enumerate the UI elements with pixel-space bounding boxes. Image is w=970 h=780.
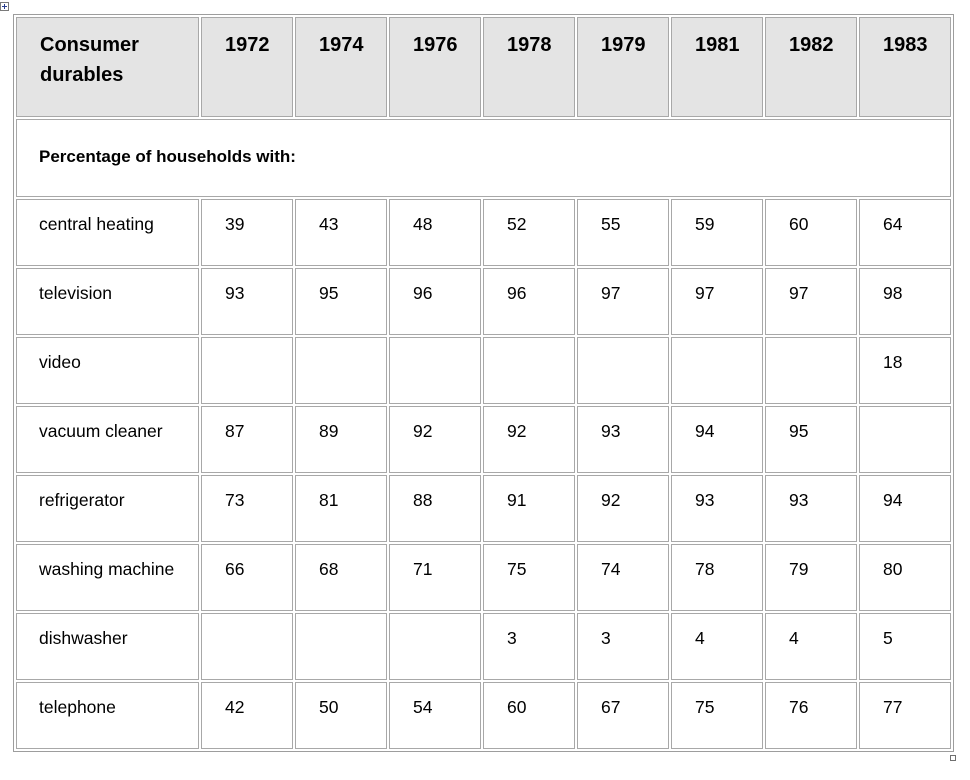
table-row — [16, 613, 951, 680]
table-row — [16, 268, 951, 335]
header-year: 1982 — [765, 17, 857, 117]
table-cell — [295, 613, 387, 680]
table-cell: 52 — [483, 199, 575, 266]
table-cell: 74 — [577, 544, 669, 611]
section-label: Percentage of households with: — [16, 119, 951, 197]
table-cell: 54 — [389, 682, 481, 749]
table-cell: 95 — [765, 406, 857, 473]
table-cell: 75 — [671, 682, 763, 749]
table-cell: 92 — [483, 406, 575, 473]
table-row — [16, 337, 951, 404]
table-cell: 18 — [859, 337, 951, 404]
table-cell: 64 — [859, 199, 951, 266]
row-label: central heating — [16, 199, 199, 266]
row-label: vacuum cleaner — [16, 406, 199, 473]
table-cell — [483, 337, 575, 404]
table-cell: 71 — [389, 544, 481, 611]
header-year: 1976 — [389, 17, 481, 117]
table-cell: 96 — [389, 268, 481, 335]
table-cell: 55 — [577, 199, 669, 266]
table-cell: 95 — [295, 268, 387, 335]
table-cell: 42 — [201, 682, 293, 749]
row-label: refrigerator — [16, 475, 199, 542]
table-cell: 78 — [671, 544, 763, 611]
table-cell: 60 — [483, 682, 575, 749]
table-row — [16, 475, 951, 542]
table-row — [16, 682, 951, 749]
table-cell: 94 — [859, 475, 951, 542]
table-cell: 4 — [671, 613, 763, 680]
table-row — [16, 544, 951, 611]
header-row — [16, 17, 951, 117]
row-label: dishwasher — [16, 613, 199, 680]
table-cell: 81 — [295, 475, 387, 542]
row-label: washing machine — [16, 544, 199, 611]
table-cell: 89 — [295, 406, 387, 473]
table-cell: 3 — [577, 613, 669, 680]
table-cell: 93 — [201, 268, 293, 335]
table-cell: 97 — [765, 268, 857, 335]
table-move-handle[interactable] — [0, 2, 9, 11]
table-cell — [295, 337, 387, 404]
table-cell: 43 — [295, 199, 387, 266]
row-label: television — [16, 268, 199, 335]
table-cell: 48 — [389, 199, 481, 266]
table-cell: 76 — [765, 682, 857, 749]
table-cell — [671, 337, 763, 404]
table-cell: 67 — [577, 682, 669, 749]
table-cell: 66 — [201, 544, 293, 611]
table-cell: 92 — [389, 406, 481, 473]
table-cell — [201, 337, 293, 404]
table-cell: 77 — [859, 682, 951, 749]
table-cell — [389, 613, 481, 680]
header-year: 1981 — [671, 17, 763, 117]
row-label: telephone — [16, 682, 199, 749]
table-cell: 92 — [577, 475, 669, 542]
table-cell: 79 — [765, 544, 857, 611]
table-cell: 88 — [389, 475, 481, 542]
table-cell — [201, 613, 293, 680]
table-cell: 59 — [671, 199, 763, 266]
table-cell: 96 — [483, 268, 575, 335]
table-cell: 97 — [577, 268, 669, 335]
header-year: 1979 — [577, 17, 669, 117]
table-cell — [765, 337, 857, 404]
table-cell — [859, 406, 951, 473]
row-label: video — [16, 337, 199, 404]
table-cell: 68 — [295, 544, 387, 611]
table-resize-handle[interactable] — [950, 755, 956, 761]
table-cell: 50 — [295, 682, 387, 749]
section-row — [16, 119, 951, 197]
table-cell: 39 — [201, 199, 293, 266]
table-cell: 94 — [671, 406, 763, 473]
header-year: 1983 — [859, 17, 951, 117]
header-label: Consumer durables — [16, 17, 199, 117]
table-cell: 93 — [765, 475, 857, 542]
table-row — [16, 199, 951, 266]
header-year: 1978 — [483, 17, 575, 117]
table-cell — [389, 337, 481, 404]
table-cell: 98 — [859, 268, 951, 335]
table-cell: 73 — [201, 475, 293, 542]
table-row — [16, 406, 951, 473]
header-year: 1972 — [201, 17, 293, 117]
table-cell: 60 — [765, 199, 857, 266]
table-cell: 93 — [577, 406, 669, 473]
table-cell: 5 — [859, 613, 951, 680]
table-cell — [577, 337, 669, 404]
table-cell: 80 — [859, 544, 951, 611]
table-cell: 97 — [671, 268, 763, 335]
table-cell: 4 — [765, 613, 857, 680]
table-cell: 3 — [483, 613, 575, 680]
header-year: 1974 — [295, 17, 387, 117]
table-cell: 87 — [201, 406, 293, 473]
consumer-durables-table — [13, 14, 954, 752]
table-cell: 75 — [483, 544, 575, 611]
table-cell: 91 — [483, 475, 575, 542]
table-cell: 93 — [671, 475, 763, 542]
